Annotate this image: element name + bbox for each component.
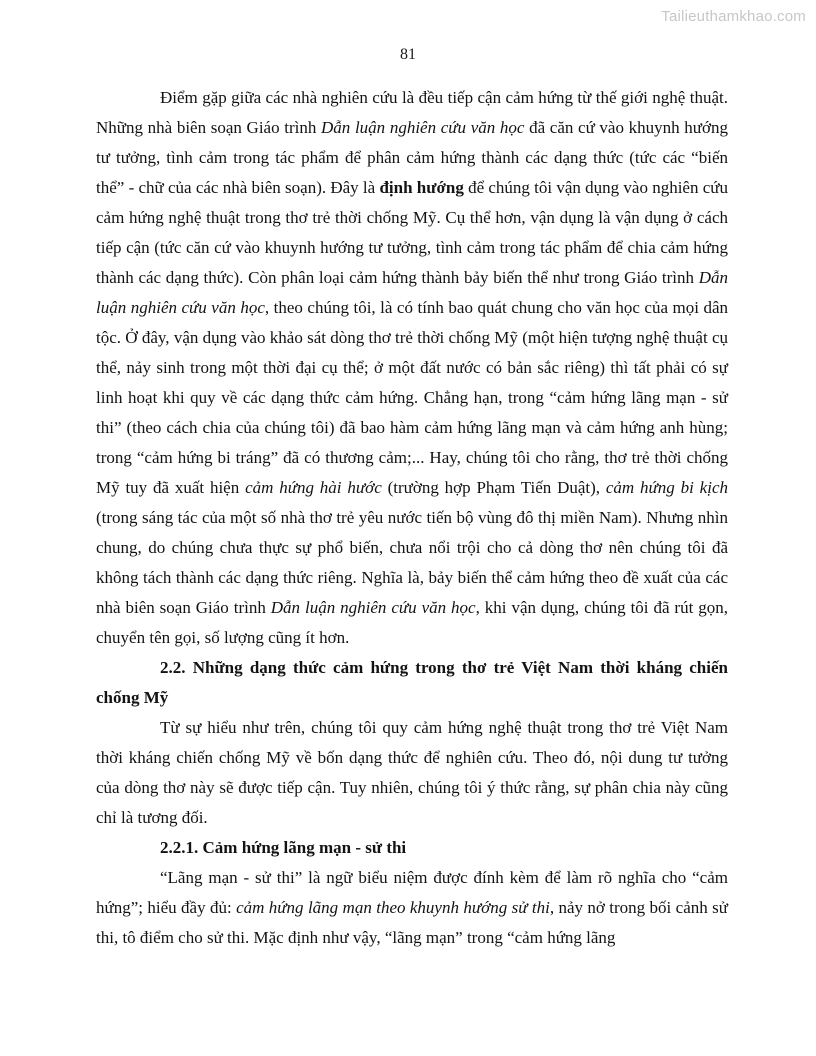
body-paragraph [96,83,728,653]
body-paragraph [96,863,728,953]
section-heading [96,833,728,863]
watermark: Tailieuthamkhao.com [661,8,806,25]
text-run: Dẫn luận nghiên cứu văn học [270,598,476,617]
text-run: Dẫn luận nghiên cứu văn học [96,268,728,317]
text-run: Từ sự hiểu như trên, chúng tôi quy cảm hứng nghệ thuật trong thơ trẻ Việt Nam thời kháng chiến chống Mỹ về bốn dạng thức để nghiên cứu. Theo đó, nội dung tư tưởng của dòng thơ này sẽ được tiếp cận. Tuy nhiên, chúng tôi ý thức rằng, sự phân chia này cũng chỉ là tương đối. [96,718,728,827]
text-run: , nảy nở trong bối cảnh sử thi, tô điểm cho sử thi. Mặc định như vậy, “lãng mạn” trong “cảm hứng lãng [96,898,728,947]
text-run: “Lãng mạn - sử thi” là ngữ biểu niệm được đính kèm để làm rõ nghĩa cho “cảm hứng”; hiểu đầy đủ: [96,868,728,917]
text-run: định hướng [379,178,464,197]
text-run: Dẫn luận nghiên cứu văn học [321,118,525,137]
text-run: Điểm gặp giữa các nhà nghiên cứu là đều tiếp cận cảm hứng từ thế giới nghệ thuật. Những nhà biên soạn Giáo trình [96,88,728,137]
text-run: 2.2. Những dạng thức cảm hứng trong thơ trẻ Việt Nam thời kháng chiến chống Mỹ [96,658,728,707]
text-run: để chúng tôi vận dụng vào nghiên cứu cảm hứng nghệ thuật trong thơ trẻ thời chống Mỹ. Cụ thể hơn, vận dụng là vận dụng ở cách tiếp cận (tức căn cứ vào khuynh hướng tư tưởng, tình cảm trong tác phẩm để chia cảm hứng thành các dạng thức). Còn phân loại cảm hứng thành bảy biến thể như trong Giáo trình [96,178,728,287]
text-run: đã căn cứ vào khuynh hướng tư tưởng, tình cảm trong tác phẩm để phân cảm hứng thành các dạng thức (tức các “biến thể” - chữ của các nhà biên soạn). Đây là [96,118,728,197]
text-run: cảm hứng lãng mạn theo khuynh hướng sử thi [236,898,550,917]
text-run: , khi vận dụng, chúng tôi đã rút gọn, chuyển tên gọi, số lượng cũng ít hơn. [96,598,728,647]
text-run: (trường hợp Phạm Tiến Duật), [381,478,606,497]
text-run: cảm hứng bi kịch [605,478,728,497]
body-paragraph [96,713,728,833]
text-run: , theo chúng tôi, là có tính bao quát chung cho văn học của mọi dân tộc. Ở đây, vận dụng vào khảo sát dòng thơ trẻ thời chống Mỹ (một hiện tượng nghệ thuật cụ thể, nảy sinh trong một thời đại cụ thể; ở một đất nước có bản sắc riêng) thì tất phải có sự linh hoạt khi quy về các dạng thức cảm hứng. Chẳng hạn, trong “cảm hứng lãng mạn - sử thi” (theo cách chia của chúng tôi) đã bao hàm cảm hứng lãng mạn và cảm hứng anh hùng; trong “cảm hứng bi tráng” đã có thương cảm;... Hay, chúng tôi cho rằng, thơ trẻ thời chống Mỹ tuy đã xuất hiện [96,298,728,497]
text-run: (trong sáng tác của một số nhà thơ trẻ yêu nước tiến bộ vùng đô thị miền Nam). Nhưng nhìn chung, do chúng chưa thực sự phổ biến, chưa nổi trội cho cả dòng thơ nên chúng tôi đã không tách thành các dạng thức riêng. Nghĩa là, bảy biến thể cảm hứng theo đề xuất của các nhà biên soạn Giáo trình [96,508,728,617]
text-run: cảm hứng hài hước [245,478,382,497]
section-heading [96,653,728,713]
text-run: 2.2.1. Cảm hứng lãng mạn - sử thi [160,838,407,857]
page-number: 81 [400,46,416,63]
document-body [96,83,728,953]
